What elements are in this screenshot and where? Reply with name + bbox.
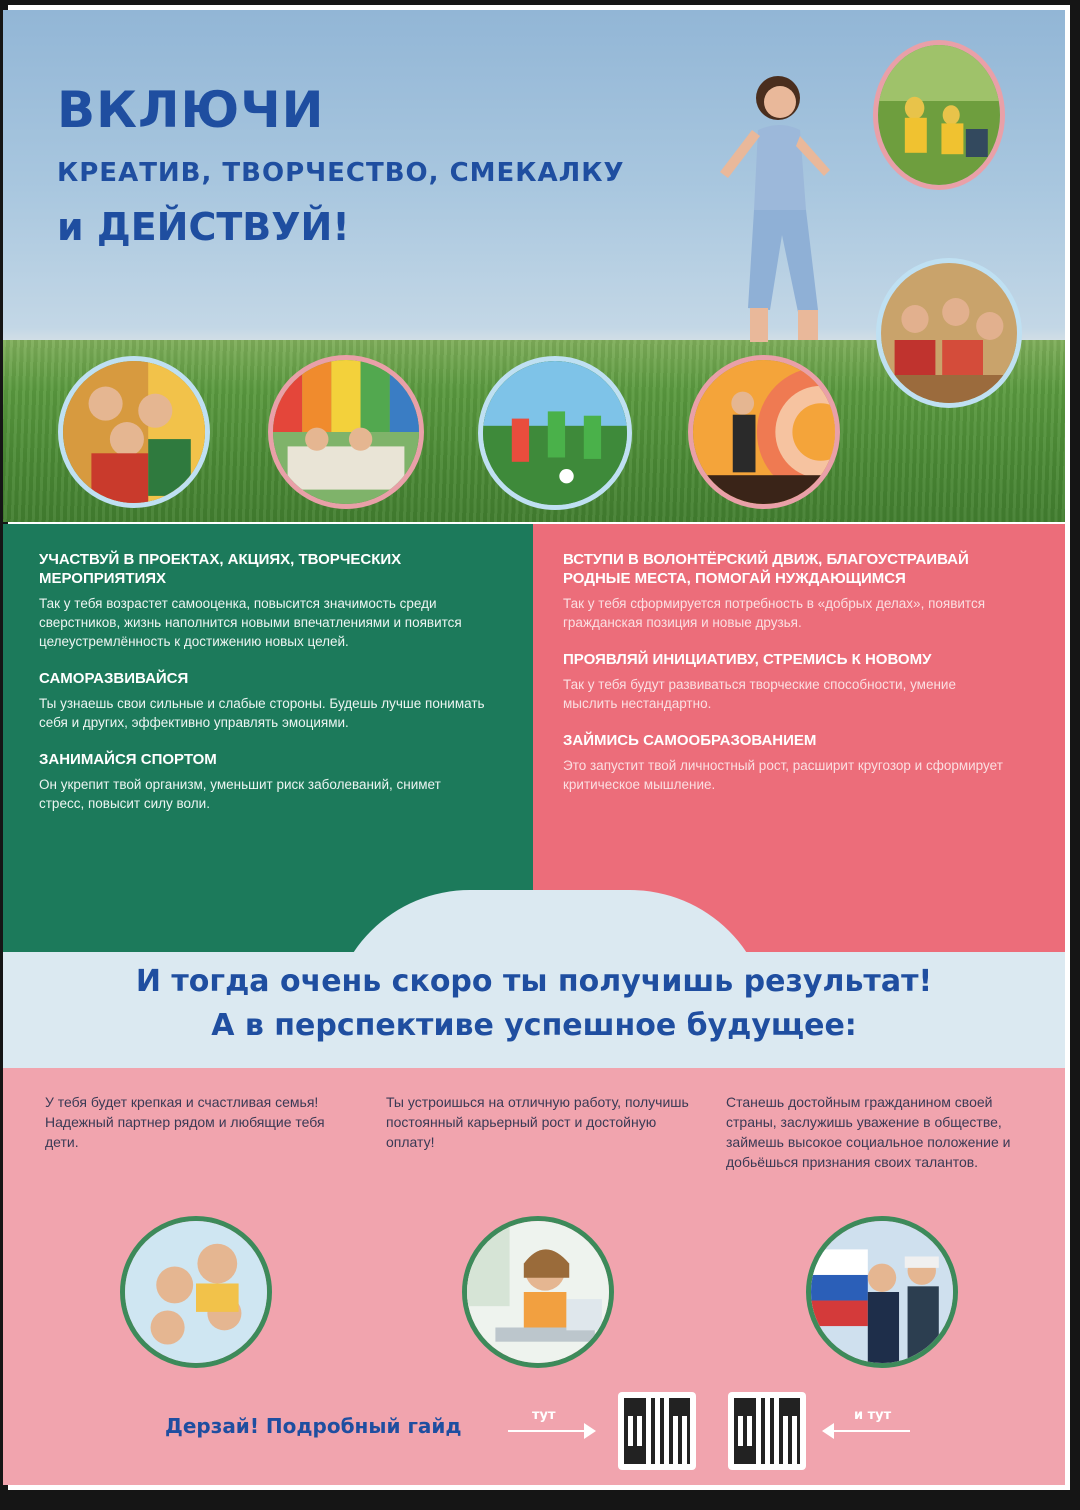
benefit-text: Так у тебя сформируется потребность в «добрых делах», появится гражданская позиция и новые друзья. (563, 596, 986, 630)
guide-label: Дерзай! Подробный гайд (165, 1414, 462, 1438)
future-family-text: У тебя будет крепкая и счастливая семья! Надежный партнер рядом и любящие тебя дети. (45, 1094, 325, 1150)
benefit-item (39, 750, 533, 813)
benefit-title: ПРОЯВЛЯЙ ИНИЦИАТИВУ, СТРЕМИСЬ К НОВОМУ (563, 651, 932, 668)
benefit-text: Так у тебя будут развиваться творческие способности, умение мыслить нестандартно. (563, 677, 956, 711)
here-label-left: тут (532, 1408, 556, 1423)
result-line1: И тогда очень скоро ты получишь результат! (135, 964, 933, 999)
benefit-item (563, 731, 1065, 794)
hero-title-line3: и ДЕЙСТВУЙ! (57, 205, 350, 249)
benefit-title: ЗАНИМАЙСЯ СПОРТОМ (39, 751, 217, 768)
left-benefits-panel (3, 524, 533, 952)
benefit-item (39, 669, 533, 732)
citizens-flag-photo (806, 1216, 958, 1368)
here-label-right: и тут (854, 1408, 892, 1423)
benefit-item (563, 650, 1065, 713)
benefit-title: УЧАСТВУЙ В ПРОЕКТАХ, АКЦИЯХ, ТВОРЧЕСКИХ МЕРОПРИЯТИЯХ (39, 551, 402, 587)
benefit-title: ВСТУПИ В ВОЛОНТЁРСКИЙ ДВИЖ, БЛАГОУСТРАИВАЙ РОДНЫЕ МЕСТА, ПОМОГАЙ НУЖДАЮЩИМСЯ (563, 551, 969, 587)
benefit-text: Он укрепит твой организм, уменьшит риск заболеваний, снимет стресс, повысит силу воли. (39, 777, 441, 811)
office-worker-photo (462, 1216, 614, 1368)
future-citizen-text: Станешь достойным гражданином своей страны, заслужишь уважение в обществе, займешь высокое социальное положение и добьёшься признания своих талантов. (726, 1094, 1011, 1170)
family-photo (120, 1216, 272, 1368)
running-girl-image (700, 60, 850, 360)
qr-code-left[interactable] (618, 1392, 696, 1470)
benefit-item (39, 550, 533, 651)
benefit-text: Так у тебя возрастет самооценка, повысится значимость среди сверстников, жизнь наполнится новыми впечатлениями и появится целеустремлённость к достижению новых целей. (39, 596, 462, 649)
hero-title (57, 80, 625, 250)
arrow-right-icon (508, 1430, 590, 1432)
right-benefits-panel (533, 524, 1065, 952)
football-photo (478, 356, 632, 510)
reading-kids-photo (876, 258, 1022, 408)
benefit-item (563, 550, 1065, 632)
arrow-left-icon (830, 1430, 910, 1432)
creative-workshop-photo (268, 355, 424, 509)
students-photo (58, 356, 210, 508)
hero-title-line1: ВКЛЮЧИ (57, 81, 325, 139)
future-career-text: Ты устроишься на отличную работу, получишь постоянный карьерный рост и достойную оплату! (386, 1094, 689, 1150)
benefit-text: Это запустит твой личностный рост, расширит кругозор и сформирует критическое мышление. (563, 758, 1003, 792)
benefit-title: САМОРАЗВИВАЙСЯ (39, 670, 189, 687)
result-heading (3, 960, 1065, 1048)
qr-code-right[interactable] (728, 1392, 806, 1470)
arrow-right-head-icon (584, 1423, 596, 1439)
result-line2: А в перспективе успешное будущее: (211, 1008, 857, 1043)
hero-title-line2: КРЕАТИВ, ТВОРЧЕСТВО, СМЕКАЛКУ (57, 158, 625, 188)
stage-speaker-photo (688, 355, 840, 509)
volunteers-photo (873, 40, 1005, 190)
benefit-text: Ты узнаешь свои сильные и слабые стороны. Будешь лучше понимать себя и других, эффективно управлять эмоциями. (39, 696, 485, 730)
benefit-title: ЗАЙМИСЬ САМООБРАЗОВАНИЕМ (563, 732, 817, 749)
